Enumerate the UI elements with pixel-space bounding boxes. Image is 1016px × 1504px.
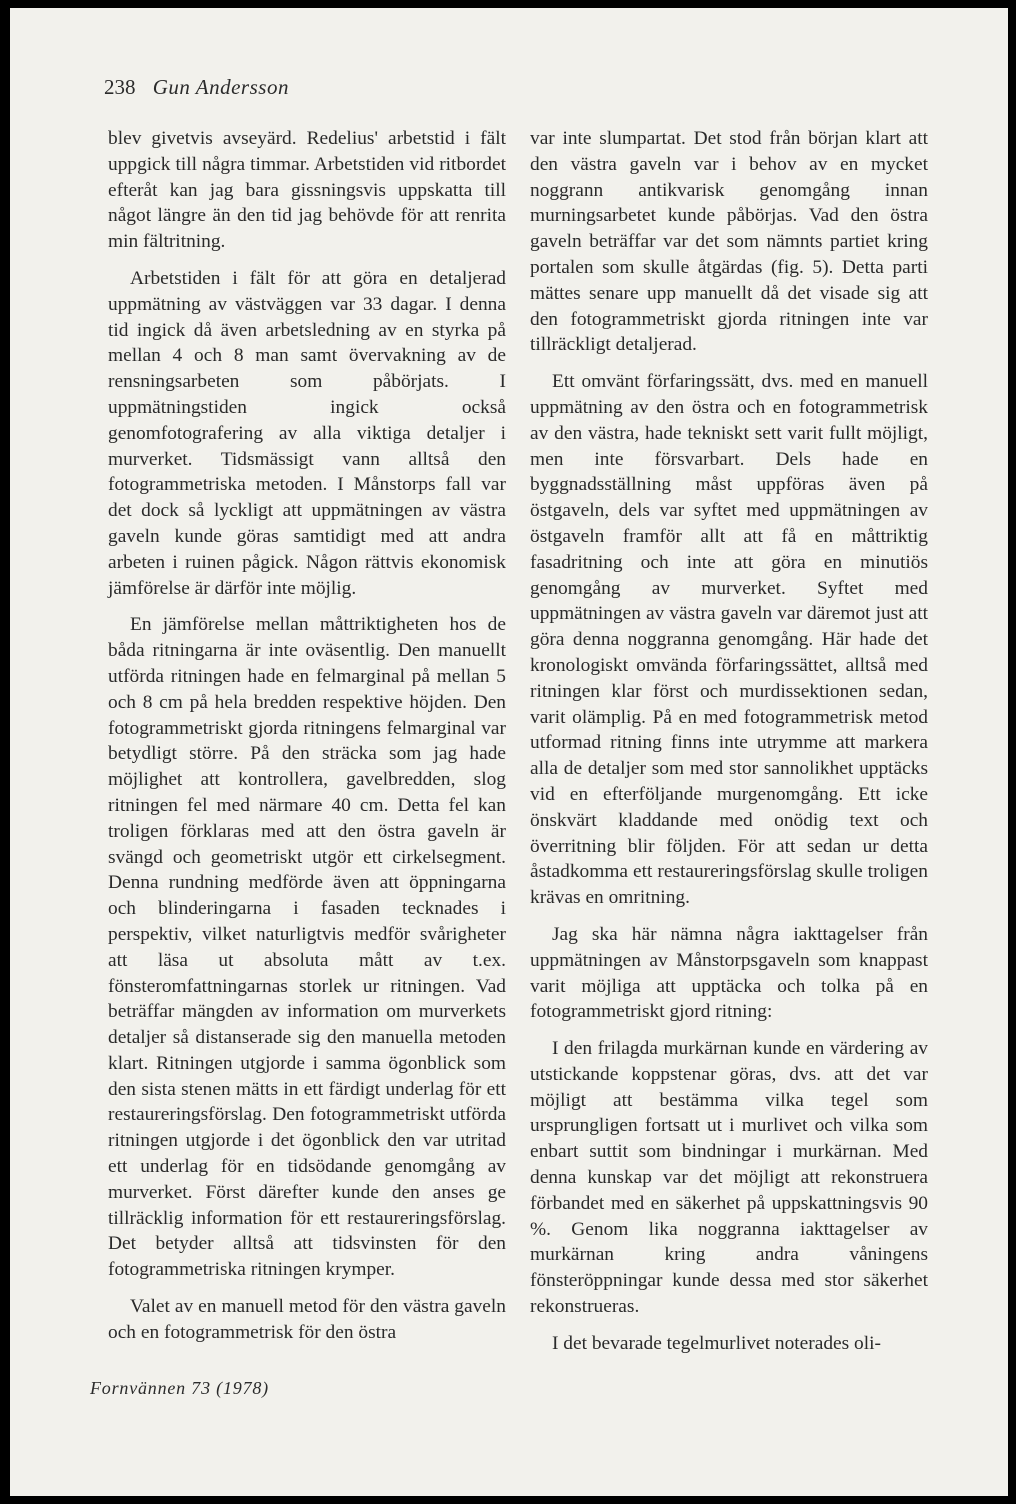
paragraph: blev givetvis avseyärd. Redelius' arbetstid i fält uppgick till några timmar. Arbetstiden vid ritbordet efteråt kan jag bara gissningsvis uppskatta till något längre än den tid jag behövde för att renrita min fältritning. [108,128,506,253]
paragraph: Jag ska här nämna några iakttagelser från uppmätningen av Månstorpsgaveln som knappast varit möjliga att upptäcka och tolka på en fotogrammetriskt gjord ritning: [530,923,928,1023]
running-header [104,75,289,100]
paragraph: Ett omvänt förfaringssätt, dvs. med en manuell uppmätning av den östra och en fotogrammetrisk av den västra, hade tekniskt sett varit fullt möjligt, men inte försvarbart. Dels hade en byggnadsställning måst uppföras även på östgaveln, dels var syftet med uppmätningen av östgaveln framför allt att få en måttriktig fasadritning och inte att göra en minutiös genomgång av murverket. Syftet med uppmätningen av västra gaveln var däremot just att göra denna noggranna genomgång. Här hade det kronologiskt omvända förfaringssättet, alltså med ritningen klar först och murdissektionen sedan, varit olämplig. På en med fotogrammetrisk metod utformad ritning finns inte utrymme att markera alla de detaljer som med stor sannolikhet upptäcks vid en efterföljande murgenomgång. Ett icke önskvärt kladdande med onödig text och överritning blir följden. För att sedan ur detta åstadkomma ett restaureringsförslag skulle troligen krävas en omritning. [530,371,928,909]
author-name: Gun Andersson [152,75,289,99]
right-column [530,126,928,1368]
paragraph: Arbetstiden i fält för att göra en detaljerad uppmätning av västväggen var 33 dagar. I denna tid ingick då även arbetsledning av en styrka på mellan 4 och 8 man samt övervakning av de rensningsarbeten som påbörjats. I uppmätningstiden ingick också genomfotografering av alla viktiga detaljer i murverket. Tidsmässigt vann alltså den fotogrammetriska metoden. I Månstorps fall var det dock så lyckligt att uppmätningen av västra gaveln kunde göras samtidigt med att andra arbeten i ruinen pågick. Någon rättvis ekonomisk jämförelse är därför inte möjlig. [108,267,506,599]
paragraph: Valet av en manuell metod för den västra gaveln och en fotogrammetrisk för den östra [108,1296,506,1343]
paragraph: var inte slumpartat. Det stod från början klart att den västra gaveln var i behov av en mycket noggrann antikvarisk genomgång innan murningsarbetet kunde påbörjas. Vad den östra gaveln beträffar var det som nämnts partiet kring portalen som skulle åtgärdas (fig. 5). Detta parti mättes senare upp manuellt då det visade sig att den fotogrammetriskt gjorda ritningen inte var tillräckligt detaljerad. [530,128,928,356]
document-page [10,8,1008,1496]
paragraph: I den frilagda murkärnan kunde en värdering av utstickande koppstenar göras, dvs. att det var möjligt att bestämma vilka tegel som ursprungligen fortsatt ut i murlivet och vilka som enbart suttit som bindningar i murkärnan. Med denna kunskap var det möjligt att rekonstruera förbandet med en säkerhet på uppskattningsvis 90 %. Genom lika noggranna iakttagelser av murkärnan kring andra våningens fönsteröppningar kunde dessa med stor säkerhet rekonstrueras. [530,1038,928,1318]
paragraph: I det bevarade tegelmurlivet noterades oli- [552,1332,881,1354]
page-number: 238 [104,75,136,99]
left-column [108,126,506,1357]
paragraph: En jämförelse mellan måttriktigheten hos de båda ritningarna är inte oväsentlig. Den manuellt utförda ritningen hade en felmarginal på mellan 5 och 8 cm på hela bredden respektive höjden. Den fotogrammetriskt gjorda ritningens felmarginal var betydligt större. På den sträcka som jag hade möjlighet att kontrollera, gavelbredden, slog ritningen fel med närmare 40 cm. Detta fel kan troligen förklaras med att den östra gaveln är svängd och geometriskt utgör ett cirkelsegment. Denna rundning medförde även att öppningarna och blinderingarna i fasaden tecknades i perspektiv, vilket naturligtvis medför svårigheter att läsa ut absoluta mått av t.ex. fönsteromfattningarnas storlek ur ritningen. Vad beträffar mängden av information om murverkets detaljer så distanserade sig den manuella metoden klart. Ritningen utgjorde i samma ögonblick som den sista stenen mätts in ett färdigt underlag för ett restaureringsförslag. Den fotogrammetriskt utförda ritningen utgjorde i det ögonblick den var utritad ett underlag för en tidsödande genomgång av murverket. Först därefter kunde den anses ge tillräcklig information för ett restaureringsförslag. Det betyder alltså att tidsvinsten för den fotogrammetriska ritningen krymper. [108,614,506,1281]
journal-footer: Fornvännen 73 (1978) [90,1378,269,1398]
